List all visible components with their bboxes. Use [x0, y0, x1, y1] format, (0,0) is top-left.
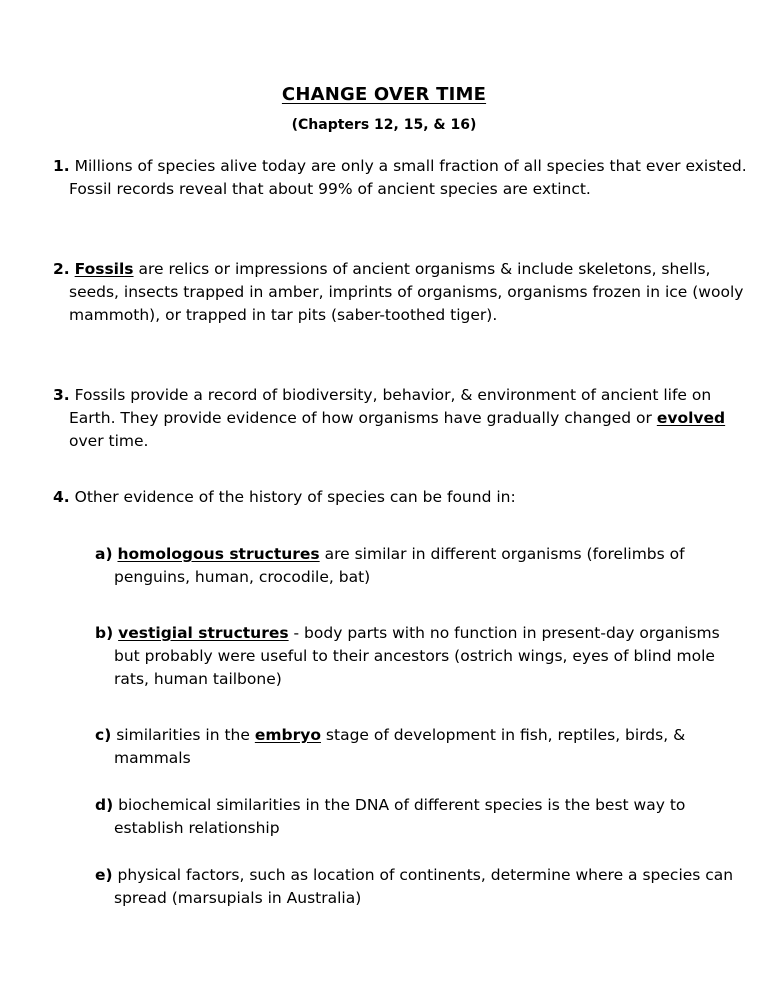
sub-item-e — [95, 864, 734, 910]
key-term: embryo — [254, 726, 321, 744]
key-term: Fossils — [74, 260, 134, 278]
sub-item-label: b) — [95, 624, 114, 642]
item-text-end: over time. — [69, 432, 149, 450]
list-item-4 — [53, 486, 749, 509]
sub-item-text: physical factors, such as location of continents, determine where a species can spread (marsupials in Australia) — [114, 866, 734, 907]
key-term: evolved — [656, 409, 726, 427]
key-term: homologous structures — [117, 545, 320, 563]
sub-item-a — [95, 543, 734, 589]
sub-item-text-end: stage of development in fish, reptiles, birds, & mammals — [114, 726, 686, 767]
sub-item-c — [95, 724, 734, 770]
page-subtitle: (Chapters 12, 15, & 16) — [291, 117, 477, 133]
sub-item-b — [95, 622, 734, 691]
list-item-3 — [53, 384, 749, 453]
sub-item-label: d) — [95, 796, 114, 814]
sub-item-text: biochemical similarities in the DNA of different species is the best way to establish relationship — [114, 796, 686, 837]
sub-item-label: e) — [95, 866, 113, 884]
item-text: Fossils provide a record of biodiversity, behavior, & environment of ancient life on Earth. They provide evidence of how organisms have gradually changed or — [69, 386, 712, 427]
sub-item-label: c) — [95, 726, 112, 744]
item-text: Other evidence of the history of species can be found in: — [74, 488, 516, 506]
sub-item-d — [95, 794, 734, 840]
item-number: 1. — [53, 157, 70, 175]
page-title: CHANGE OVER TIME — [281, 84, 487, 105]
item-text: Millions of species alive today are only a small fraction of all species that ever existed. Fossil records reveal that about 99% of ancient species are extinct. — [69, 157, 747, 198]
key-term: vestigial structures — [118, 624, 289, 642]
item-number: 2. — [53, 260, 70, 278]
sub-item-label: a) — [95, 545, 113, 563]
item-number: 4. — [53, 488, 70, 506]
list-item-1 — [53, 155, 749, 201]
sub-item-text: are similar in different organisms (forelimbs of penguins, human, crocodile, bat) — [114, 545, 685, 586]
list-item-2 — [53, 258, 749, 327]
sub-item-text: similarities in the — [116, 726, 255, 744]
sub-item-text: - body parts with no function in present-day organisms but probably were useful to their ancestors (ostrich wings, eyes of blind mole rats, human tailbone) — [114, 624, 720, 688]
item-text: are relics or impressions of ancient organisms & include skeletons, shells, seeds, insects trapped in amber, imprints of organisms, organisms frozen in ice (wooly mammoth), or trapped in tar pits (saber-toothed tiger). — [69, 260, 744, 324]
item-number: 3. — [53, 386, 70, 404]
